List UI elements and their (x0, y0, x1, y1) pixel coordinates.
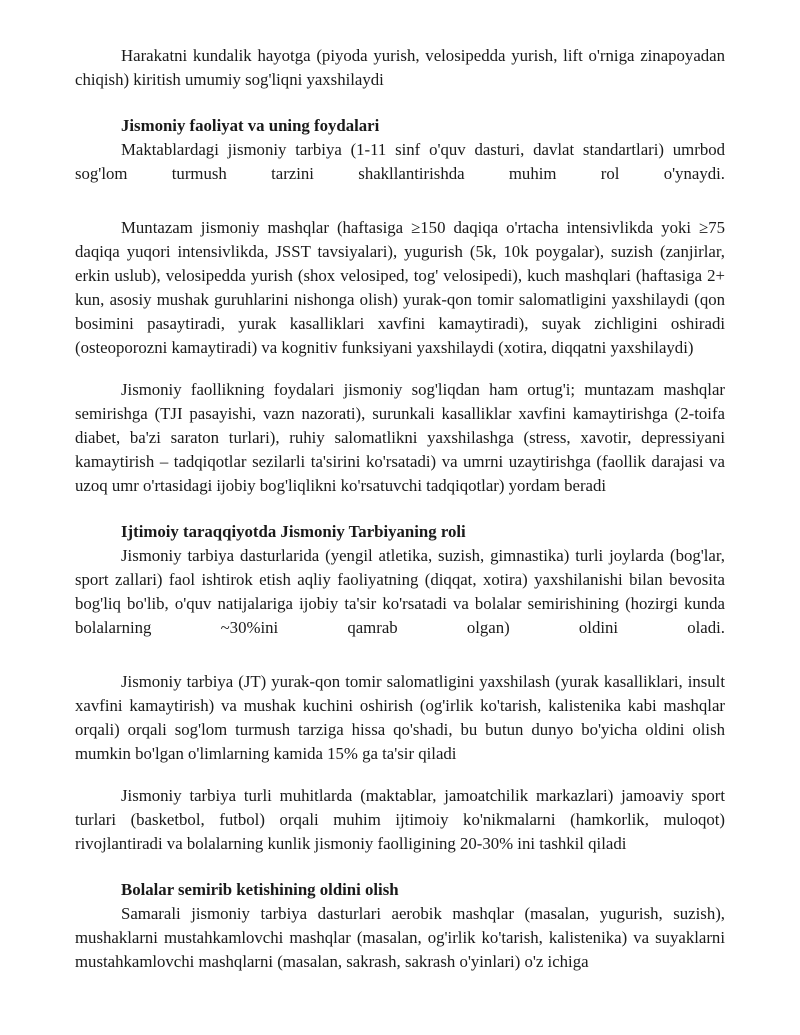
paragraph-effective-programs: Samarali jismoniy tarbiya dasturlari aerobik mashqlar (masalan, yugurish, suzish), mushaklarni mustahkamlovchi mashqlar (masalan, og'irlik ko'tarish, kalistenika) va suyaklarni mustahkamlovchi mashqlarni (masalan, sakrash, sakrash o'yinlari) o'z ichiga (75, 904, 725, 971)
heading-obesity-prevention: Bolalar semirib ketishining oldini olish (121, 880, 399, 899)
paragraph-social-skills: Jismoniy tarbiya turli muhitlarda (maktablar, jamoatchilik markazlari) jamoaviy sport turlari (basketbol, futbol) orqali muhim ijtimoiy ko'nikmalarni (hamkorlik, muloqot) rivojlantiradi va bolalarning kunlik jismoniy faolligining 20-30% ini tashkil qiladi (75, 786, 725, 853)
paragraph-intro: Harakatni kundalik hayotga (piyoda yurish, velosipedda yurish, lift o'rniga zinapoyadan chiqish) kiritish umumiy sog'liqni yaxshilaydi (75, 46, 725, 89)
paragraph-pe-programs: Jismoniy tarbiya dasturlarida (yengil atletika, suzish, gimnastika) turli joylarda (bog'lar, sport zallari) faol ishtirok etish aqliy faoliyatning (diqqat, xotira) yaxshilanishi bilan bevosita bog'liq bo'lib, o'quv natijalariga ijobiy ta'sir ko'rsatadi va bolalar semirishining (hozirgi kunda bolalarning ~30%ini qamrab olgan) oldini oladi. (75, 546, 725, 637)
paragraph-regular-exercise: Muntazam jismoniy mashqlar (haftasiga ≥150 daqiqa o'rtacha intensivlikda yoki ≥75 daqiqa yuqori intensivlikda, JSST tavsiyalari), yugurish (5k, 10k poygalar), suzish (zanjirlar, erkin uslub), velosipedda yurish (shox velosiped, tog' velosipedi), kuch mashqlari (haftasiga 2+ kun, asosiy mushak guruhlarini nishonga olish) yurak-qon tomir salomatligini yaxshilaydi (qon bosimini pasaytiradi, yurak kasalliklari xavfini kamaytiradi), suyak zichligini oshiradi (osteoporozni kamaytiradi) va kognitiv funksiyani yaxshilaydi (xotira, diqqatni yaxshilaydi) (75, 218, 725, 357)
paragraph-cardio-health: Jismoniy tarbiya (JT) yurak-qon tomir salomatligini yaxshilash (yurak kasalliklari, insult xavfini kamaytirish) va mushak kuchini oshirish (og'irlik ko'tarish, kalistenika kabi mashqlar orqali) orqali sog'lom turmush tarziga hissa qo'shadi, bu butun dunyo bo'yicha oldini olish mumkin bo'lgan o'limlarning kamida 15% ga ta'sir qiladi (75, 672, 725, 763)
heading-social-role: Ijtimoiy taraqqiyotda Jismoniy Tarbiyaning roli (121, 522, 466, 541)
heading-physical-activity: Jismoniy faoliyat va uning foydalari (121, 116, 380, 135)
paragraph-school-pe: Maktablardagi jismoniy tarbiya (1-11 sinf o'quv dasturi, davlat standartlari) umrbod sog'lom turmush tarzini shakllantirishda muhim rol o'ynaydi. (75, 140, 725, 183)
paragraph-benefits: Jismoniy faollikning foydalari jismoniy sog'liqdan ham ortug'i; muntazam mashqlar semirishga (TJI pasayishi, vazn nazorati), surunkali kasalliklar xavfini kamaytirishga (2-toifa diabet, ba'zi saraton turlari), ruhiy salomatlikni yaxshilashga (stress, xavotir, depressiyani kamaytirish – tadqiqotlar sezilarli ta'sirini ko'rsatadi) va umrni uzaytirishga (faollik darajasi va uzoq umr o'rtasidagi ijobiy bog'liqlikni ko'rsatuvchi tadqiqotlar) yordam beradi (75, 380, 725, 495)
